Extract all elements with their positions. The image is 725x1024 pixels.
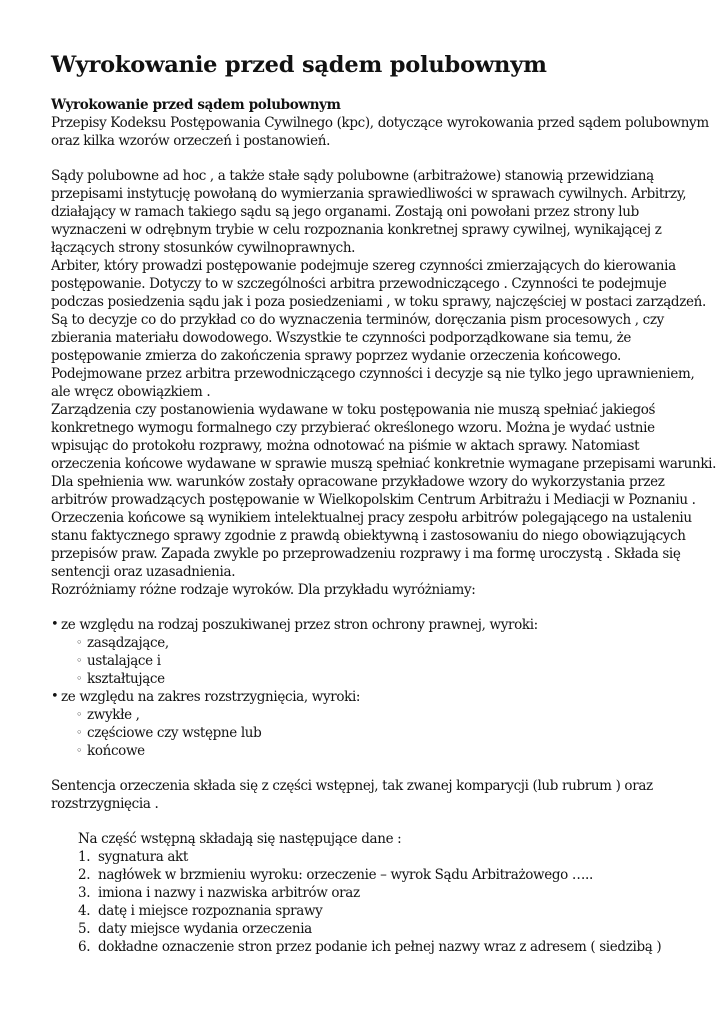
text-line: łączących strony stosunków cywilnoprawnych.: [51, 240, 356, 256]
text-line: ale wręcz obowiązkiem .: [51, 384, 211, 400]
text-line: wyznaczeni w odrębnym trybie w celu rozpoznania konkretnej sprawy cywilnej, wynikającej z: [51, 222, 662, 238]
text-line: konkretnego wymogu formalnego czy przybierać określonego wzoru. Można je wydać ustnie: [51, 420, 655, 436]
numbered-item: [78, 866, 691, 884]
list-item: [51, 688, 691, 760]
text-line: przepisów praw. Zapada zwykle po przeprowadzeniu rozprawy i ma formę uroczystą . Składa się: [51, 546, 681, 562]
item-text: nagłówek w brzmieniu wyroku: orzeczenie – wyrok Sądu Arbitrażowego …..: [98, 867, 593, 883]
text-line: Są to decyzje co do przykład co do wyznaczenia terminów, doręczania pism procesowych , czy: [51, 312, 664, 328]
text-line: Zarządzenia czy postanowienia wydawane w toku postępowania nie muszą spełniać jakiegoś: [51, 402, 656, 418]
item-text: dokładne oznaczenie stron przez podanie ich pełnej nazwy wraz z adresem ( siedzibą ): [98, 939, 662, 955]
item-number: 2.: [78, 867, 91, 883]
item-number: 6.: [78, 939, 91, 955]
numbered-item: [78, 884, 691, 902]
text-line: zbierania materiału dowodowego. Wszystkie te czynności podporządkowane sia temu, że: [51, 330, 631, 346]
judgment-types-list: [51, 616, 691, 760]
item-text: datę i miejsce rozpoznania sprawy: [98, 903, 323, 919]
item-number: 4.: [78, 903, 91, 919]
intro-part-section: [51, 830, 691, 956]
item-text: imiona i nazwy i nazwiska arbitrów oraz: [98, 885, 360, 901]
text-line: stanu faktycznego sprawy zgodnie z prawdą obiektywną i zastosowaniu do niego obowiązujących: [51, 528, 686, 544]
numbered-item: [78, 938, 691, 956]
numbered-item: [78, 902, 691, 920]
sub-list-item: ◦ końcowe: [76, 742, 691, 760]
intro-paragraph: [51, 114, 709, 150]
text-line: Podejmowane przez arbitra przewodniczącego czynności i decyzje są nie tylko jego uprawnieniem,: [51, 366, 695, 382]
text-line: sentencji oraz uzasadnienia.: [51, 564, 236, 580]
text-line: Rozróżniamy różne rodzaje wyroków. Dla przykładu wyróżniamy:: [51, 582, 476, 598]
sub-list-item: ◦ zasądzające,: [76, 634, 691, 652]
list-item-label: ze względu na rodzaj poszukiwanej przez stron ochrony prawnej, wyroki:: [61, 617, 538, 633]
item-text: daty miejsce wydania orzeczenia: [98, 921, 312, 937]
text-line: wpisując do protokołu rozprawy, można odnotować na piśmie w aktach sprawy. Natomiast: [51, 438, 640, 454]
text-line: Dla spełnienia ww. warunków zostały opracowane przykładowe wzory do wykorzystania przez: [51, 474, 665, 490]
text-line: orzeczenia końcowe wydawane w sprawie muszą spełniać konkretnie wymagane przepisami warunki.: [51, 456, 717, 472]
text-line: postępowanie. Dotyczy to w szczególności arbitra przewodniczącego . Czynności te podejmuje: [51, 276, 667, 292]
sentencja-paragraph: [51, 777, 691, 813]
sub-list-item: ◦ kształtujące: [76, 670, 691, 688]
text-line: rozstrzygnięcia .: [51, 796, 159, 812]
text-line: przepisami instytucję powołaną do wymierzania sprawiedliwości w sprawach cywilnych. Arbitrzy,: [51, 186, 687, 202]
list-item: [51, 616, 691, 688]
document-content: [51, 96, 717, 956]
text-line: arbitrów prowadzących postępowanie w Wielkopolskim Centrum Arbitrażu i Mediacji w Poznaniu .: [51, 492, 696, 508]
intro-part-heading: Na część wstępną składają się następujące dane :: [78, 831, 402, 847]
page-title: Wyrokowanie przed sądem polubownym: [51, 52, 547, 78]
item-number: 5.: [78, 921, 91, 937]
sub-list-item: ◦ zwykłe ,: [76, 706, 691, 724]
text-line: działający w ramach takiego sądu są jego organami. Zostają oni powołani przez strony lub: [51, 204, 639, 220]
body-paragraph: [51, 167, 717, 599]
text-line: postępowanie zmierza do zakończenia sprawy poprzez wydanie orzeczenia końcowego.: [51, 348, 621, 364]
list-item-label: ze względu na zakres rozstrzygnięcia, wyroki:: [61, 689, 361, 705]
item-text: sygnatura akt: [98, 849, 188, 865]
numbered-item: [78, 848, 691, 866]
text-line: Orzeczenia końcowe są wynikiem intelektualnej pracy zespołu arbitrów polegającego na ustaleniu: [51, 510, 692, 526]
intro-part-list: [78, 848, 691, 956]
text-line: Arbiter, który prowadzi postępowanie podejmuje szereg czynności zmierzających do kierowania: [51, 258, 676, 274]
document-subtitle: Wyrokowanie przed sądem polubownym: [51, 97, 341, 113]
item-number: 1.: [78, 849, 91, 865]
numbered-item: [78, 920, 691, 938]
item-number: 3.: [78, 885, 91, 901]
sub-list-item: ◦ częściowe czy wstępne lub: [76, 724, 691, 742]
text-line: Sentencja orzeczenia składa się z części wstępnej, tak zwanej komparycji (lub rubrum ) oraz: [51, 778, 653, 794]
sub-list-item: ◦ ustalające i: [76, 652, 691, 670]
text-line: Sądy polubowne ad hoc , a także stałe sądy polubowne (arbitrażowe) stanowią przewidzianą: [51, 168, 654, 184]
text-line: oraz kilka wzorów orzeczeń i postanowień.: [51, 133, 331, 149]
text-line: podczas posiedzenia sądu jak i poza posiedzeniami , w toku sprawy, najczęściej w postaci zarządzeń.: [51, 294, 706, 310]
text-line: Przepisy Kodeksu Postępowania Cywilnego (kpc), dotyczące wyrokowania przed sądem polubownym: [51, 115, 709, 131]
